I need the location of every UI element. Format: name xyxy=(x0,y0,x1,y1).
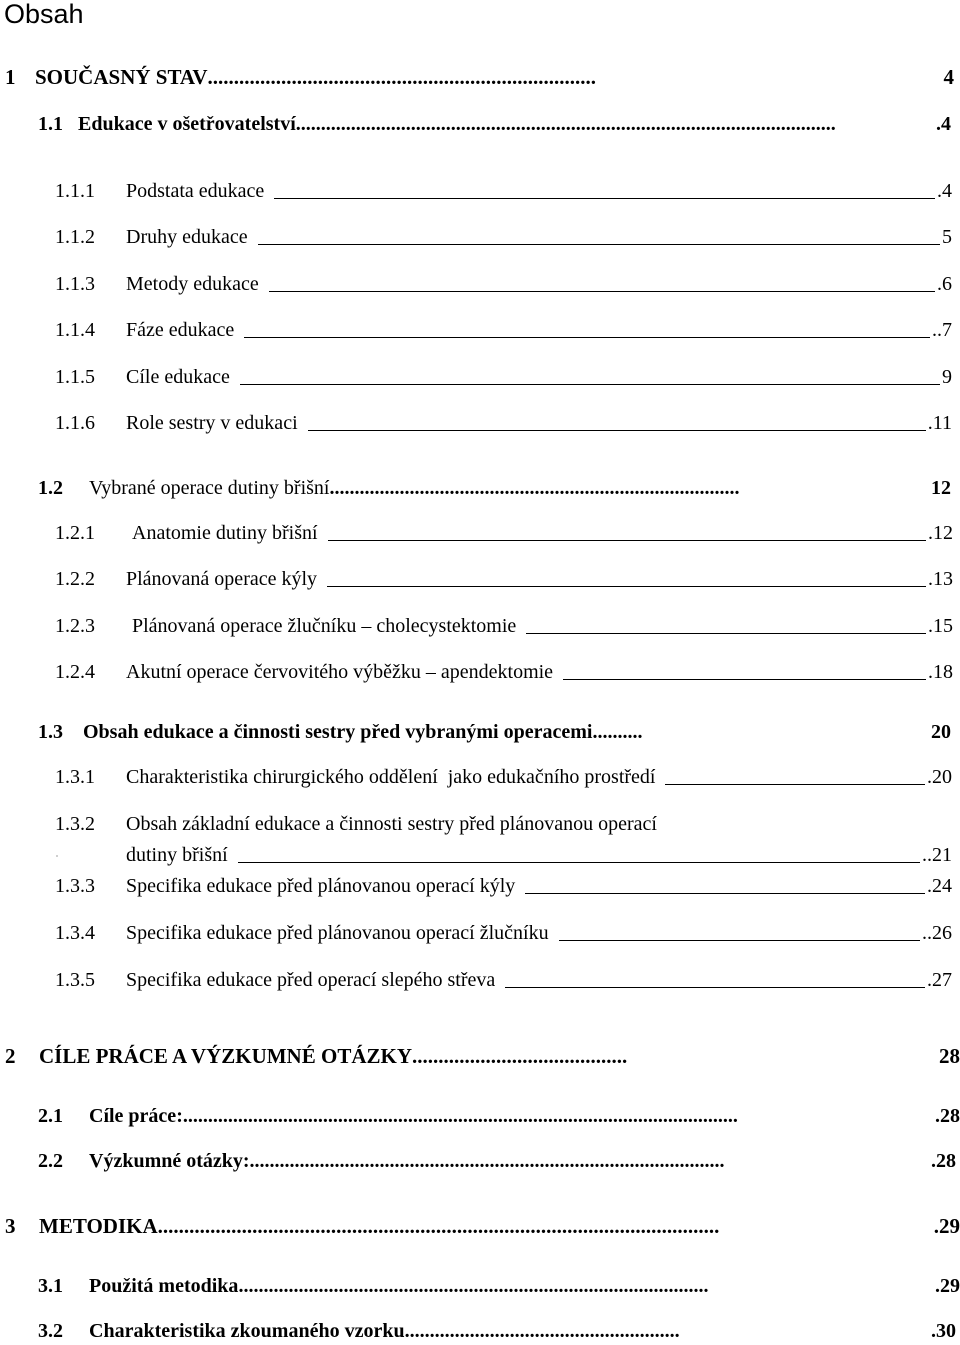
toc-leader xyxy=(559,940,920,941)
page-title: Obsah xyxy=(4,0,84,29)
toc-leader: .......... xyxy=(592,721,643,743)
toc-page-number: .30 xyxy=(931,1320,956,1342)
toc-title: CÍLE PRÁCE A VÝZKUMNÉ OTÁZKY xyxy=(39,1044,412,1068)
toc-page-number: 9 xyxy=(942,366,952,388)
toc-title: Plánovaná operace žlučníku – cholecystektomie xyxy=(132,615,517,637)
toc-page-number: 4 xyxy=(943,65,954,89)
toc-title: Metody edukace xyxy=(126,273,259,295)
toc-leader: ............................................................................................................... xyxy=(182,1105,738,1127)
toc-entry-1-1-4[interactable] xyxy=(55,316,952,344)
toc-leader: ............................................................................................................ xyxy=(295,113,836,135)
toc-entry-1-3-3[interactable] xyxy=(55,872,952,900)
toc-page-number: ..21 xyxy=(922,844,952,866)
toc-entry-1-2-3[interactable] xyxy=(55,612,953,640)
toc-title: Plánovaná operace kýly xyxy=(126,568,318,590)
toc-page-number: .6 xyxy=(937,273,952,295)
toc-entry-1-1-1[interactable] xyxy=(55,177,952,205)
toc-page-number: .28 xyxy=(931,1150,956,1172)
toc-number: 1.1 xyxy=(38,113,63,135)
toc-page-number: 5 xyxy=(942,226,952,248)
wrap-marker xyxy=(56,855,58,857)
toc-number: 1.3 xyxy=(38,721,63,743)
toc-page-number: 28 xyxy=(939,1044,960,1068)
toc-entry-1-2-2[interactable] xyxy=(55,565,953,593)
toc-entry-1-3-4[interactable] xyxy=(55,919,952,947)
toc-number: 1.2.2 xyxy=(55,568,95,590)
toc-number: 1.3.2 xyxy=(55,813,95,835)
toc-title: Charakteristika zkoumaného vzorku xyxy=(89,1320,405,1342)
toc-leader xyxy=(274,198,935,199)
toc-title: Obsah základní edukace a činnosti sestry před plánovanou operací xyxy=(126,813,657,835)
toc-title: Fáze edukace xyxy=(126,319,235,341)
toc-title: Vybrané operace dutiny břišní xyxy=(89,477,330,499)
toc-entry-1-1[interactable] xyxy=(38,110,951,138)
toc-leader xyxy=(328,540,926,541)
toc-title: Cíle edukace xyxy=(126,366,230,388)
toc-page-number: .13 xyxy=(928,568,953,590)
toc-number: 1.2.4 xyxy=(55,661,95,683)
toc-entry-1-3-1[interactable] xyxy=(55,763,952,791)
toc-entry-1-2-4[interactable] xyxy=(55,658,953,686)
toc-number: 1 xyxy=(5,65,16,89)
toc-page-number: 12 xyxy=(931,477,951,499)
toc-number: 3 xyxy=(5,1214,16,1238)
toc-entry-1[interactable] xyxy=(5,63,954,91)
toc-page-number: .12 xyxy=(928,522,953,544)
toc-number: 1.3.5 xyxy=(55,969,95,991)
toc-entry-1-1-6[interactable] xyxy=(55,409,952,437)
toc-entry-1-2[interactable] xyxy=(38,474,951,502)
toc-title-continued: dutiny břišní xyxy=(126,844,228,866)
toc-entry-3[interactable] xyxy=(5,1212,960,1240)
toc-title: Druhy edukace xyxy=(126,226,248,248)
toc-number: 1.2 xyxy=(38,477,63,499)
toc-page-number: .20 xyxy=(927,766,952,788)
toc-leader: .......................................................................... xyxy=(207,65,597,89)
toc-page-number: .4 xyxy=(936,113,951,135)
toc-leader xyxy=(258,244,940,245)
toc-number: 1.3.4 xyxy=(55,922,95,944)
toc-title: Specifika edukace před plánovanou operací kýly xyxy=(126,875,516,897)
toc-entry-1-3-2-continued[interactable] xyxy=(126,841,952,869)
toc-leader: .................................................................................. xyxy=(329,477,740,499)
toc-leader xyxy=(240,384,940,385)
toc-page-number: ..26 xyxy=(922,922,952,944)
toc-number: 1.1.5 xyxy=(55,366,95,388)
toc-leader xyxy=(505,987,925,988)
toc-leader xyxy=(244,337,930,338)
toc-entry-1-3-2[interactable] xyxy=(55,810,952,838)
toc-page-number: 20 xyxy=(931,721,951,743)
toc-page-number: .18 xyxy=(928,661,953,683)
toc-entry-3-1[interactable] xyxy=(38,1272,960,1300)
toc-number: 1.3.1 xyxy=(55,766,95,788)
toc-title: Anatomie dutiny břišní xyxy=(132,522,318,544)
toc-page-number: .15 xyxy=(928,615,953,637)
toc-leader: ....................................................... xyxy=(404,1320,680,1342)
toc-leader xyxy=(308,430,926,431)
toc-page-number: .27 xyxy=(927,969,952,991)
toc-entry-2[interactable] xyxy=(5,1042,960,1070)
toc-title: Výzkumné otázky: xyxy=(89,1150,250,1172)
toc-title: Specifika edukace před plánovanou operací žlučníku xyxy=(126,922,549,944)
toc-leader xyxy=(665,784,925,785)
toc-title: Obsah edukace a činnosti sestry před vybranými operacemi xyxy=(83,721,593,743)
toc-page-number: .4 xyxy=(937,180,952,202)
toc-entry-2-2[interactable] xyxy=(38,1147,956,1175)
toc-title: Edukace v ošetřovatelství xyxy=(78,113,296,135)
toc-entry-1-3-5[interactable] xyxy=(55,966,952,994)
toc-title: Akutní operace červovitého výběžku – apendektomie xyxy=(126,661,554,683)
toc-number: 2.2 xyxy=(38,1150,63,1172)
toc-title: Podstata edukace xyxy=(126,180,265,202)
toc-leader xyxy=(327,586,926,587)
toc-number: 3.1 xyxy=(38,1275,63,1297)
toc-title: Cíle práce: xyxy=(89,1105,183,1127)
toc-leader xyxy=(269,291,935,292)
toc-leader xyxy=(526,633,926,634)
toc-leader xyxy=(238,862,920,863)
toc-number: 1.2.1 xyxy=(55,522,95,544)
toc-title: SOUČASNÝ STAV xyxy=(35,65,208,89)
toc-number: 1.3.3 xyxy=(55,875,95,897)
toc-entry-1-1-5[interactable] xyxy=(55,363,952,391)
toc-title: Použitá metodika xyxy=(89,1275,239,1297)
toc-title: Charakteristika chirurgického oddělení jako edukačního prostředí xyxy=(126,766,656,788)
toc-leader: .............................................................................................. xyxy=(238,1275,709,1297)
toc-page-number: .28 xyxy=(935,1105,960,1127)
toc-leader: ........................................................................................................... xyxy=(157,1214,720,1238)
toc-number: 1.1.2 xyxy=(55,226,95,248)
toc-number: 2 xyxy=(5,1044,16,1068)
toc-entry-1-1-2[interactable] xyxy=(55,223,952,251)
toc-number: 1.1.4 xyxy=(55,319,95,341)
toc-page-number: .11 xyxy=(927,412,952,434)
toc-number: 3.2 xyxy=(38,1320,63,1342)
toc-number: 1.1.3 xyxy=(55,273,95,295)
toc-leader: ............................................................................................... xyxy=(249,1150,725,1172)
toc-page-number: .29 xyxy=(935,1275,960,1297)
toc-leader xyxy=(563,679,926,680)
toc-leader xyxy=(525,893,925,894)
toc-entry-1-2-1[interactable] xyxy=(55,519,953,547)
toc-entry-1-3[interactable] xyxy=(38,718,951,746)
toc-number: 2.1 xyxy=(38,1105,63,1127)
toc-page-number: .24 xyxy=(927,875,952,897)
toc-title: Role sestry v edukaci xyxy=(126,412,298,434)
toc-number: 1.1.1 xyxy=(55,180,95,202)
toc-page-number: .29 xyxy=(933,1214,960,1238)
toc-title: Specifika edukace před operací slepého střeva xyxy=(126,969,496,991)
toc-entry-1-1-3[interactable] xyxy=(55,270,952,298)
toc-page-number: ..7 xyxy=(932,319,952,341)
toc-number: 1.2.3 xyxy=(55,615,95,637)
toc-title: METODIKA xyxy=(39,1214,158,1238)
toc-leader: ......................................... xyxy=(412,1044,628,1068)
toc-number: 1.1.6 xyxy=(55,412,95,434)
toc-entry-2-1[interactable] xyxy=(38,1102,960,1130)
